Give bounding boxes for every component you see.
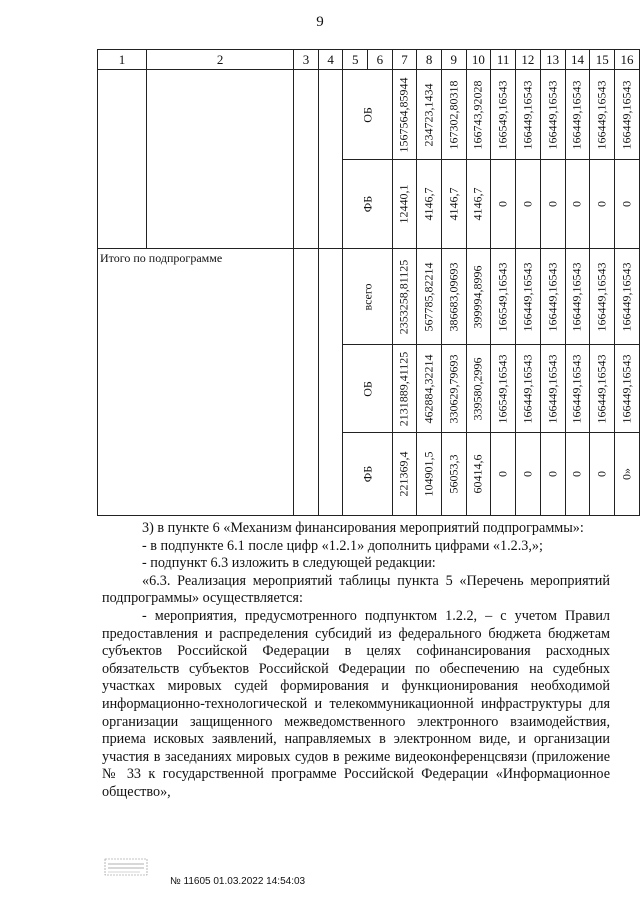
- value-cell: [540, 345, 565, 433]
- fund-label-cell: [343, 249, 392, 345]
- value: 0»: [619, 468, 634, 480]
- value: 0: [520, 471, 535, 477]
- value: 0: [520, 201, 535, 207]
- value: 0: [569, 471, 584, 477]
- value: 0: [619, 201, 634, 207]
- government-logo-icon: [104, 858, 148, 876]
- value: 104901,5: [421, 451, 436, 497]
- value: 166449,16543: [619, 262, 634, 331]
- value: 166449,16543: [569, 354, 584, 423]
- value-cell: [417, 70, 442, 160]
- value-cell: [466, 70, 491, 160]
- value-cell: [540, 433, 565, 516]
- value-cell: [466, 433, 491, 516]
- header-cell: 5: [343, 50, 368, 70]
- empty-cell: [294, 249, 319, 516]
- value: 166449,16543: [569, 80, 584, 149]
- value-cell: [516, 249, 541, 345]
- value: 166449,16543: [619, 80, 634, 149]
- row-label: Итого по подпрограмме: [100, 251, 223, 265]
- financing-table: [97, 49, 640, 516]
- value-cell: [392, 249, 417, 345]
- value: 166549,16543: [495, 262, 510, 331]
- fund-label: всего: [360, 282, 375, 311]
- value-cell: [540, 70, 565, 160]
- value: 0: [495, 471, 510, 477]
- value-cell: [516, 70, 541, 160]
- value-cell: [540, 249, 565, 345]
- value: 234723,1434: [421, 83, 436, 146]
- header-cell: 16: [615, 50, 640, 70]
- value-cell: [516, 160, 541, 249]
- fund-label-cell: [343, 160, 392, 249]
- table-header-row: [98, 50, 640, 70]
- value: 330629,79693: [446, 354, 461, 423]
- header-cell: 7: [392, 50, 417, 70]
- header-cell: 3: [294, 50, 319, 70]
- fund-label: ОБ: [360, 380, 375, 397]
- header-cell: 15: [590, 50, 615, 70]
- value-cell: [590, 433, 615, 516]
- value: 12440,1: [396, 184, 411, 224]
- header-cell: 14: [565, 50, 590, 70]
- value-cell: [441, 433, 466, 516]
- value: 166449,16543: [569, 262, 584, 331]
- header-cell: 9: [441, 50, 466, 70]
- paragraph: «6.3. Реализация мероприятий таблицы пункта 5 «Перечень мероприятий подпрограммы» осуществляется:: [102, 572, 610, 607]
- value-cell: [417, 160, 442, 249]
- empty-cell: [318, 70, 343, 249]
- paragraph: - мероприятия, предусмотренного подпунктом 1.2.2, – с учетом Правил предоставления и распределения субсидий из федерального бюджета бюджетам субъектов Российской Федерации в целях софинансирования расходных обязательств субъектов Российской Федерации по обеспечению на судебных участках мировых судей формирования и функционирования необходимой информационно-технологической и телекоммуникационной инфраструктуры для организации защищенного межведомственного электронного взаимодействия, приема исковых заявлений, направляемых в электронном виде, и организации участия в заседаниях мировых судов в режиме видеоконференцсвязи (приложение № 33 к государственной программе Российской Федерации «Информационное общество»,: [102, 607, 610, 800]
- header-cell: 12: [516, 50, 541, 70]
- value-cell: [565, 433, 590, 516]
- document-stamp: № 11605 01.03.2022 14:54:03: [170, 876, 306, 887]
- body-text: [102, 520, 610, 802]
- value-cell: [565, 345, 590, 433]
- value-cell: [615, 433, 640, 516]
- value-cell: [615, 249, 640, 345]
- value: 166449,16543: [594, 262, 609, 331]
- value-cell: [590, 249, 615, 345]
- header-cell: 6: [368, 50, 393, 70]
- value-cell: [491, 70, 516, 160]
- value-cell: [441, 70, 466, 160]
- empty-cell: [147, 70, 294, 249]
- value: 166449,16543: [545, 80, 560, 149]
- value: 166449,16543: [545, 262, 560, 331]
- fund-label: ФБ: [360, 465, 375, 483]
- value: 60414,6: [470, 454, 485, 494]
- value: 167302,80318: [446, 80, 461, 149]
- value: 386683,09693: [446, 262, 461, 331]
- paragraph: - подпункт 6.3 изложить в следующей редакции:: [142, 555, 436, 572]
- value: 339580,2996: [470, 357, 485, 420]
- empty-cell: [294, 70, 319, 249]
- value: 4146,7: [470, 187, 485, 221]
- table-row: [98, 249, 640, 345]
- value: 166549,16543: [495, 80, 510, 149]
- header-cell: 4: [318, 50, 343, 70]
- value-cell: [565, 249, 590, 345]
- value: 0: [594, 201, 609, 207]
- fund-label-cell: [343, 70, 392, 160]
- value: 166743,92028: [470, 80, 485, 149]
- fund-label-cell: [343, 433, 392, 516]
- value-cell: [565, 70, 590, 160]
- value: 0: [545, 201, 560, 207]
- value-cell: [466, 345, 491, 433]
- value-cell: [491, 345, 516, 433]
- table-row: [98, 70, 640, 160]
- value: 166449,16543: [619, 354, 634, 423]
- value-cell: [516, 433, 541, 516]
- fund-label: ФБ: [360, 195, 375, 213]
- header-cell: 13: [540, 50, 565, 70]
- value-cell: [441, 345, 466, 433]
- empty-cell: [318, 249, 343, 516]
- value: 166449,16543: [520, 354, 535, 423]
- value: 0: [545, 471, 560, 477]
- value-cell: [565, 160, 590, 249]
- value-cell: [491, 249, 516, 345]
- value: 462884,32214: [421, 354, 436, 423]
- value-cell: [615, 345, 640, 433]
- value: 1567564,85944: [396, 77, 411, 152]
- value: 0: [569, 201, 584, 207]
- value-cell: [466, 160, 491, 249]
- value-cell: [590, 70, 615, 160]
- value-cell: [590, 345, 615, 433]
- header-cell: 10: [466, 50, 491, 70]
- value: 166449,16543: [545, 354, 560, 423]
- value-cell: [491, 433, 516, 516]
- value: 166449,16543: [594, 80, 609, 149]
- page-number: 9: [316, 14, 324, 30]
- value-cell: [441, 160, 466, 249]
- value: 56053,3: [446, 454, 461, 494]
- header-cell: 1: [98, 50, 147, 70]
- empty-cell: [98, 70, 147, 249]
- value: 166449,16543: [594, 354, 609, 423]
- value-cell: [615, 160, 640, 249]
- value: 567785,82214: [421, 262, 436, 331]
- value-cell: [516, 345, 541, 433]
- value: 399994,8996: [470, 265, 485, 328]
- header-cell: 11: [491, 50, 516, 70]
- value-cell: [615, 70, 640, 160]
- value-cell: [417, 433, 442, 516]
- value: 166449,16543: [520, 80, 535, 149]
- row-label-cell: [98, 249, 294, 516]
- value: 0: [594, 471, 609, 477]
- value: 166549,16543: [495, 354, 510, 423]
- value: 0: [495, 201, 510, 207]
- value-cell: [466, 249, 491, 345]
- header-cell: 2: [147, 50, 294, 70]
- value: 221369,4: [396, 451, 411, 497]
- value-cell: [392, 345, 417, 433]
- paragraph: 3) в пункте 6 «Механизм финансирования мероприятий подпрограммы»:: [142, 520, 584, 536]
- value-cell: [441, 249, 466, 345]
- value-cell: [392, 70, 417, 160]
- value: 2353258,81125: [396, 259, 411, 334]
- value: 4146,7: [446, 187, 461, 221]
- header-cell: 8: [417, 50, 442, 70]
- value-cell: [417, 345, 442, 433]
- fund-label-cell: [343, 345, 392, 433]
- paragraph: - в подпункте 6.1 после цифр «1.2.1» дополнить цифрами «1.2.3,»;: [142, 537, 543, 554]
- value-cell: [491, 160, 516, 249]
- value-cell: [392, 160, 417, 249]
- fund-label: ОБ: [360, 106, 375, 123]
- value-cell: [590, 160, 615, 249]
- value: 2131889,41125: [396, 351, 411, 426]
- value-cell: [540, 160, 565, 249]
- value-cell: [392, 433, 417, 516]
- value: 4146,7: [421, 187, 436, 221]
- value: 166449,16543: [520, 262, 535, 331]
- value-cell: [417, 249, 442, 345]
